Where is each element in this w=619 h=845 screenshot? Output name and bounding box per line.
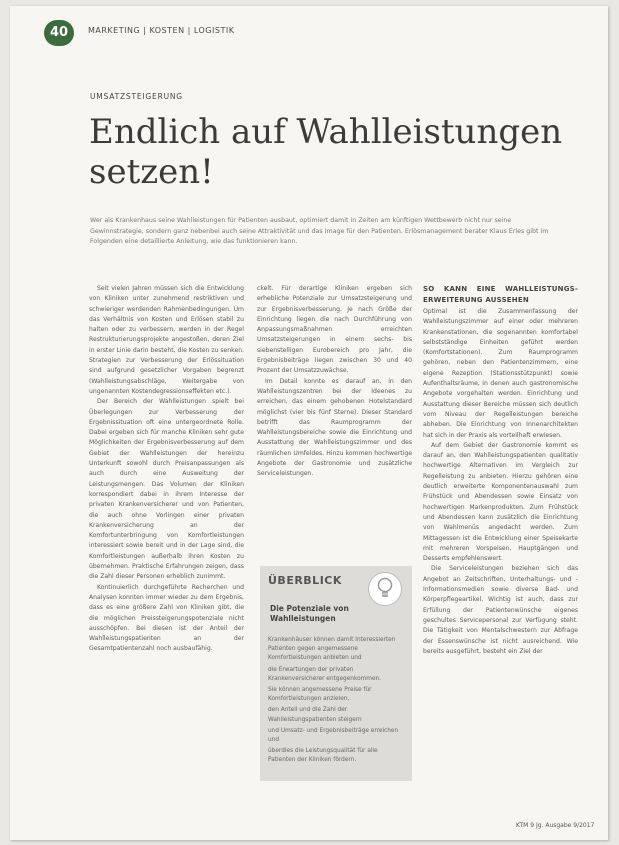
paragraph: Die Serviceleistungen beziehen sich das Angebot an Zeitschriften, Unterhaltungs- und -Informationsmedien sowie diverse Bad- und Körperpflegeartikel. Wichtig ist auch, dass zur Erfüllung der Patientenwünsche eigenes geschultes Servicepersonal zur Verfügung steht. Die Tätigkeit von Mentalschwestern zur Abfrage der Essenswünsche ist nicht ausreichend. Wie bereits ausgeführt, besteht ein Ziel der [423, 565, 578, 655]
paragraph: Seit vielen Jahren müssen sich die Entwicklung von Kliniken unter zunehmend restriktiven und schwieriger werdenden Rahmenbedingungen. Um das Verhältnis von Kosten und Erlösen stabil zu halten oder zu verbessern, werden in der Regel Restrukturierungsprojekte angestoßen, deren Ziel in erster Linie darin besteht, die Kosten zu senken. Strategien zur Verbesserung der Erlössituation sind aufgrund gesetzlicher Vorgaben begrenzt (Wahlleistungsabschläge, Weitergabe von ungenannten Kostendegressionseffekten etc.). [89, 285, 244, 395]
paragraph: Optimal ist die Zusammenfassung der Wahlleistungszimmer auf einer oder mehreren Krankenstationen, die sogenannten komfortabel selbstständige Einheiten geführt werden (Komfortstationen). Zum Raumprogramm gehören, neben den Patientenzimmern, eine eigene Rezeption (Stationsstützpunkt) sowie Aufenthaltsräume, in denen auch gastronomische Angebote vorgehalten werden. Einrichtung und Ausstattung dieser Bereiche müssen sich deutlich vom Niveau der Regelleistungen bereiche abheben. Die Einrichtung von Innenarchitekten hat sich in der Praxis als vorteilhaft erwiesen. [423, 308, 578, 439]
paragraph: Im Detail konnte es darauf an, in den Wahlleistungszentren bei der Ideenes zu erreichen, das einem gehobenen Hotelstandard möglichst (vier bis fünf Sterne). Dieser Standard betrifft das Raumprogramm der Wahlleistungsbereiche sowie die Einrichtung und Ausstattung der Wahlleistungszimmer und des räumlichen Umfeldes. Hinzu kommen hochwertige Angebote der Gastronomie und zusätzliche Serviceleistungen. [257, 377, 412, 478]
list-item: überdies die Leistungsqualität für alle Patienten der Kliniken fördern. [268, 748, 378, 764]
article-title: Endlich auf Wahlleistungen setzen! [89, 112, 563, 192]
subheading: SO KANN EINE WAHLLEISTUNGS-ERWEITERUNG AUSSEHEN [423, 285, 578, 304]
list-item: Krankenhäuser können damit Interessierten Patienten gegen angemessene Komfortleistungen anbieten und [268, 637, 396, 662]
list-item: den Anteil und die Zahl der Wahlleistungspatienten steigern [268, 707, 362, 723]
article-kicker: UMSATZSTEIGERUNG [90, 92, 183, 101]
paragraph: Auf dem Gebiet der Gastronomie kommt es darauf an, den Wahlleistungspatienten qualitativ hochwertige Alternativen im Vergleich zur Regelleistung zu anbieten. Hierzu gehören eine deutlich erweiterte Komponentenauswahl zum Frühstück und Abendessen sowie Einsatz von hochwertigen Markenprodukten. Zum Frühstück und Abendessen kann zusätzlich die Einrichtung von Wahlmenüs angedacht werden. Zum Mittagessen ist die Entwicklung einer Speisekarte mit mehreren Vorspeisen, Hauptgängen und Desserts empfehlenswert. [423, 441, 578, 563]
text-column-3 [423, 284, 578, 657]
overview-box-title: ÜBERBLICK [268, 574, 342, 587]
list-item: die Erwartungen der privaten Krankenversicherer entgegenkommen. [268, 666, 382, 682]
page-number-badge: 40 [44, 20, 74, 46]
list-item: und Umsatz- und Ergebnisbeiträge erreichen und [268, 727, 399, 744]
text-column-2 [257, 284, 412, 480]
paragraph: Der Bereich der Wahlleistungen spielt bei Überlegungen zur Verbesserung der Ergebnissituation oft eine untergeordnete Rolle. Dabei ergeben sich für manche Kliniken sehr gute Möglichkeiten der Ergebnisverbesserung auf dem Gebiet der Wahlleistungen der hereinzu Unterkunft sowohl durch Preisanpassungen als auch durch eine Ausweitung der Leistungsmengen. Das Volumen der Kliniken korrespondiert dabei in ihrem Interesse der privaten Krankenversicherer und von Patienten, die auch ohne Vorlingen einer privaten Krankenversicherung an der Komfortunterbringung von Komfortleistungen interessiert sowie bereit und in der Lage sind, die Komfortleistungen außerhalb ihren Kosten zu übernehmen. Praktische Erfahrungen zeigen, dass die Zahl dieser Personen erheblich zunimmt. [89, 398, 244, 581]
overview-box-subtitle: Die Potenziale von Wahlleistungen [270, 604, 349, 623]
article-intro: Wer als Krankenhaus seine Wahlleistungen für Patienten ausbaut, optimiert damit in Zeiten am künftigen Wettbewerb nicht nur seine Gewinnstrategie, sondern ganz nebenbei auch seine Attraktivität und das Image für den Patienten. Erlösmanagement berater Klaus Erles gibt im Folgenden eine detaillierte Anleitung, wie das funktionieren kann. [90, 217, 549, 245]
overview-list [268, 636, 406, 768]
text-column-1 [89, 284, 244, 655]
page-footer: KTM 9 Jg. Ausgabe 9/2017 [516, 822, 595, 829]
magazine-page [10, 6, 608, 840]
overview-box [260, 566, 412, 781]
paragraph: Kontinuierlich durchgeführte Recherchen und Analysen konnten immer wieder zu dem Ergebnis, dass es eine größere Zahl von Kliniken gibt, die die möglichen Preissteigerungspotenziale nicht ausschöpfen. Bei diesen ist der Anteil der Wahlleistungspatienten an der Gesamtpatientenzahl noch ausbaufähig. [89, 583, 244, 653]
section-header: MARKETING | KOSTEN | LOGISTIK [88, 26, 235, 35]
lightbulb-icon [368, 572, 402, 606]
paragraph: ckelt. Für derartige Kliniken ergeben sich erhebliche Potenziale zur Umsatzsteigerung und zur Ergebnisverbesserung. Je nach Größe der Einrichtung liegen die nach Durchführung von Anpassungsmaßnahmen erreichten Umsatzsteigerungen in einem sechs- bis siebenstelligen Eurobereich pro Jahr, die Ergebnisbeiträge liegen zwischen 30 und 40 Prozent der Umsatzzuwächse. [257, 285, 412, 375]
list-item: Sie können angemessene Preise für Komfortleistungen anzielen, [268, 687, 372, 703]
